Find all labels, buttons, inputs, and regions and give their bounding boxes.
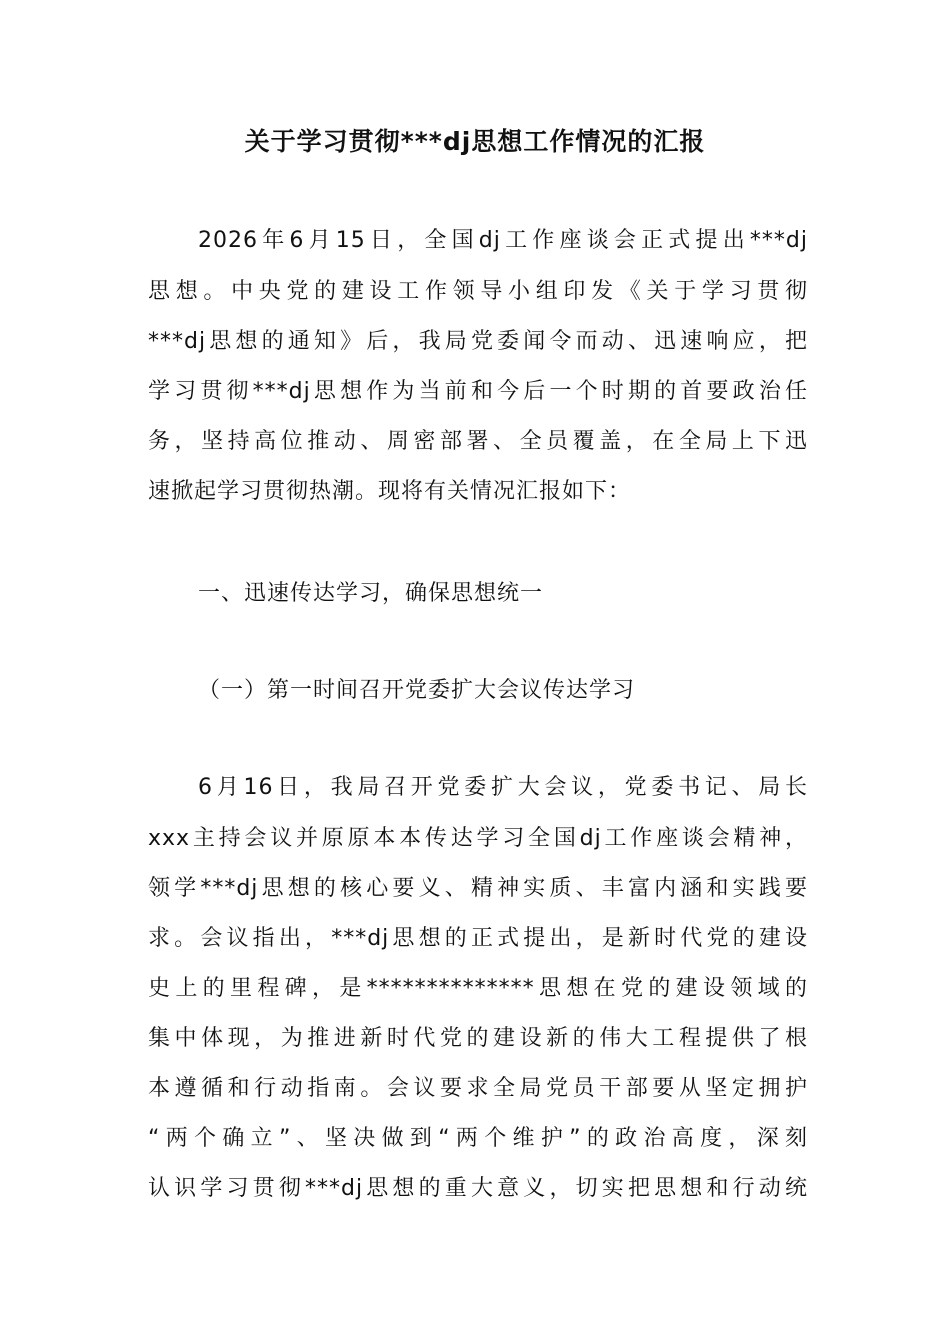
subsection-heading: （一）第一时间召开党委扩大会议传达学习 bbox=[198, 678, 636, 703]
document-title: 关于学习贯彻***dj思想工作情况的汇报 bbox=[244, 127, 706, 156]
paragraph-line: 认识学习贯彻***dj思想的重大意义，切实把思想和行动统 bbox=[148, 1176, 808, 1201]
paragraph-line: 学习贯彻***dj思想作为当前和今后一个时期的首要政治任 bbox=[148, 379, 808, 404]
paragraph-line: 领学***dj思想的核心要义、精神实质、丰富内涵和实践要 bbox=[148, 876, 808, 901]
paragraph-line: 2026年6月15日，全国dj工作座谈会正式提出***dj bbox=[198, 228, 808, 253]
paragraph-line: xxx主持会议并原原本本传达学习全国dj工作座谈会精神， bbox=[148, 826, 808, 851]
section-heading: 一、迅速传达学习，确保思想统一 bbox=[198, 581, 544, 606]
paragraph-line: 集中体现，为推进新时代党的建设新的伟大工程提供了根 bbox=[148, 1026, 808, 1051]
paragraph-line: 史上的里程碑，是**************思想在党的建设领域的 bbox=[148, 976, 808, 1001]
paragraph-line: 速掀起学习贯彻热潮。现将有关情况汇报如下： bbox=[148, 479, 632, 504]
paragraph-line: 务，坚持高位推动、周密部署、全员覆盖，在全局上下迅 bbox=[148, 429, 808, 454]
paragraph-line: 6月16日，我局召开党委扩大会议，党委书记、局长 bbox=[198, 775, 808, 800]
paragraph-line: 思想。中央党的建设工作领导小组印发《关于学习贯彻 bbox=[148, 279, 808, 304]
paragraph-line: ***dj思想的通知》后，我局党委闻令而动、迅速响应，把 bbox=[148, 329, 808, 354]
paragraph-line: “两个确立”、坚决做到“两个维护”的政治高度，深刻 bbox=[148, 1126, 808, 1151]
paragraph-line: 本遵循和行动指南。会议要求全局党员干部要从坚定拥护 bbox=[148, 1076, 808, 1101]
paragraph-line: 求。会议指出，***dj思想的正式提出，是新时代党的建设 bbox=[148, 926, 808, 951]
